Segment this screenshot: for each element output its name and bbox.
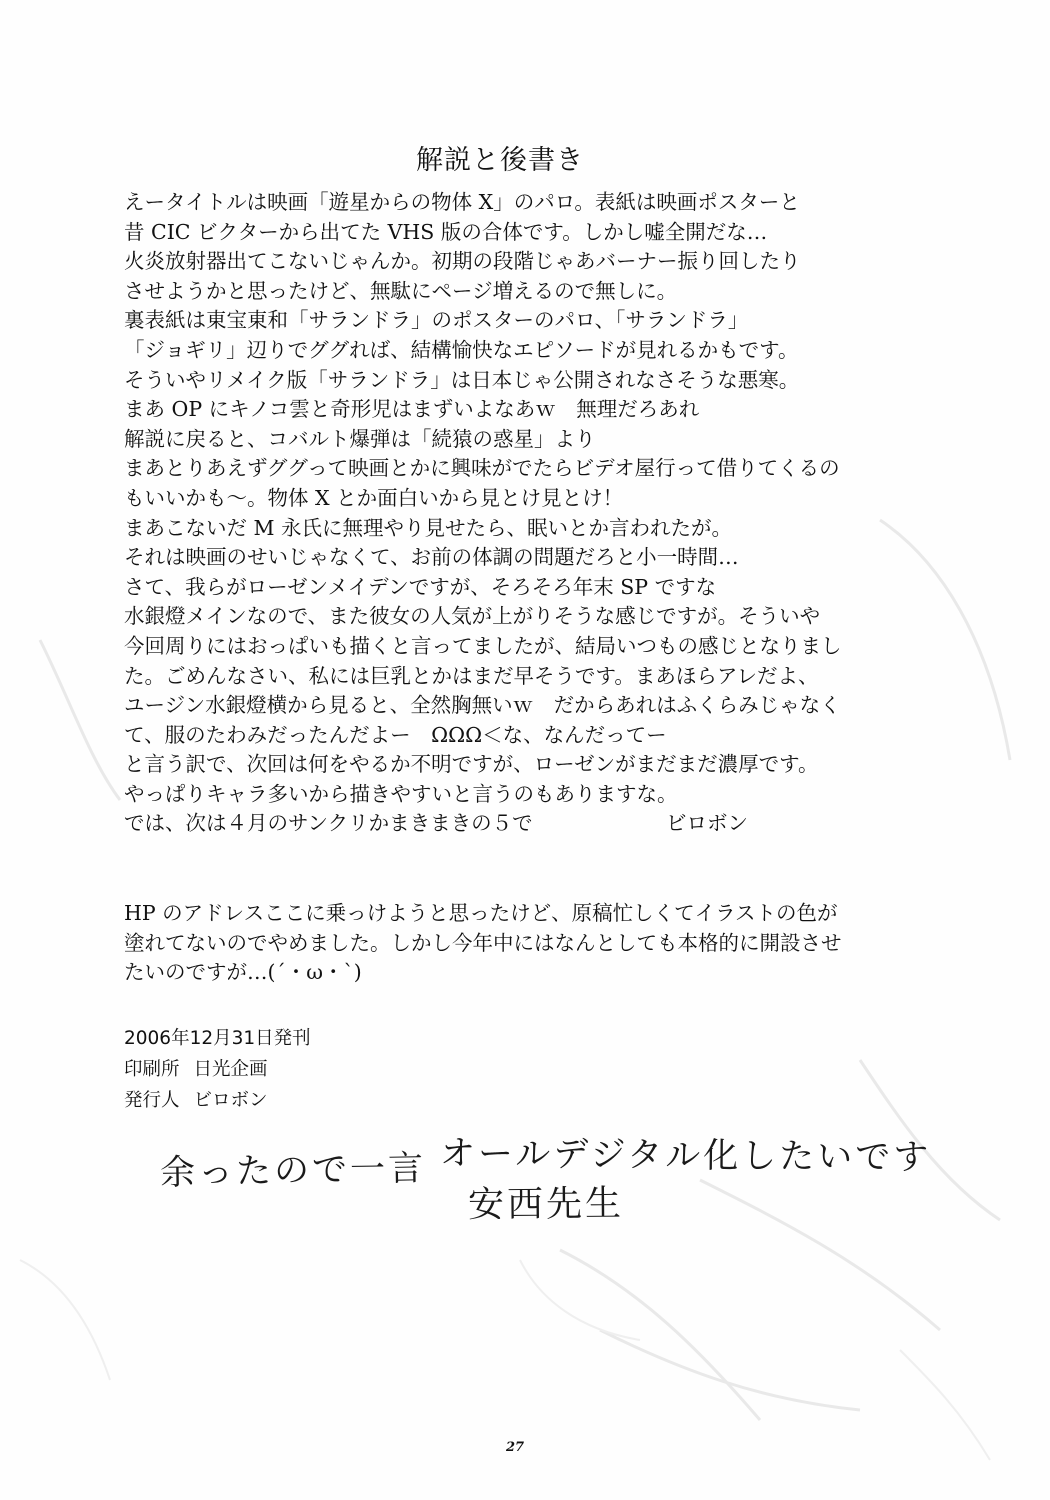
printer-name: 日光企画 <box>193 1059 268 1080</box>
text-line: まあとりあえずググって映画とかに興味がでたらビデオ屋行って借りてくるの <box>124 456 840 481</box>
text-line: ユージン水銀燈横から見ると、全然胸無いｗ だからあれはふくらみじゃなく <box>124 693 841 718</box>
colophon <box>124 1023 311 1116</box>
text-line-with-signature <box>124 809 914 839</box>
text-line: まあこないだ M 永氏に無理やり見せたら、眠いとか言われたが。 <box>124 515 733 540</box>
text-line: 昔 CIC ビクターから出てた VHS 版の合体です。しかし嘘全開だな… <box>124 219 768 244</box>
homepage-note <box>124 898 924 987</box>
publication-date: 2006年12月31日発刊 <box>124 1028 311 1049</box>
handwritten-note-left: 余ったので一言 <box>159 1148 427 1194</box>
handwritten-note-right: オールデジタル化したいです <box>439 1133 932 1179</box>
publisher-label: 発行人 <box>124 1090 180 1111</box>
publisher-name: ビロボン <box>193 1090 268 1111</box>
text-line: それは映画のせいじゃなくて、お前の体調の問題だろと小一時間… <box>124 545 739 570</box>
handwritten-note-right-second-line: 安西先生 <box>467 1183 625 1226</box>
text-line: 今回周りにはおっぱいも描くと言ってましたが、結局いつもの感じとなりまし <box>124 633 842 658</box>
text-line: 「ジョギリ」辺りでググれば、結構愉快なエピソードが見れるかもです。 <box>124 337 799 362</box>
page-title: 解説と後書き <box>416 145 584 176</box>
text-line: たいのですが…(´・ω・`) <box>124 960 362 985</box>
text-line: そういやリメイク版「サランドラ」は日本じゃ公開されなさそうな悪寒。 <box>124 367 800 392</box>
commentary-text <box>124 188 914 839</box>
text-line: 解説に戻ると、コバルト爆弾は「続猿の惑星」より <box>124 426 596 451</box>
text-line: もいいかも～。物体 X とか面白いから見とけ見とけ！ <box>124 485 624 510</box>
text-line: 塗れてないのでやめました。しかし今年中にはなんとしても本格的に開設させ <box>124 930 842 955</box>
text-line: では、次は４月のサンクリかまきまきの５で <box>124 811 533 836</box>
publisher-row <box>124 1085 311 1116</box>
printer-row <box>124 1054 311 1085</box>
text-line: と言う訳で、次回は何をやるか不明ですが、ローゼンがまだまだ濃厚です。 <box>124 752 819 777</box>
text-line: 裏表紙は東宝東和「サランドラ」のポスターのパロ、「サランドラ」 <box>124 308 749 333</box>
text-line: 水銀燈メインなので、また彼女の人気が上がりそうな感じですが。そういや <box>124 604 821 629</box>
text-line: やっぱりキャラ多いから描きやすいと言うのもありますな。 <box>124 781 678 806</box>
text-line: えータイトルは映画「遊星からの物体 X」のパロ。表紙は映画ポスターと <box>124 190 800 214</box>
printer-label: 印刷所 <box>124 1059 180 1080</box>
text-line: 火炎放射器出てこないじゃんか。初期の段階じゃあバーナー振り回したり <box>124 249 801 274</box>
page-number: 27 <box>505 1440 525 1455</box>
text-line: た。ごめんなさい、私には巨乳とかはまだ早そうです。まあほらアレだよ、 <box>124 663 819 688</box>
text-line: させようかと思ったけど、無駄にページ増えるので無しに。 <box>124 278 678 303</box>
text-line: て、服のたわみだったんだよー ΩΩΩ＜な、なんだってー <box>124 722 667 747</box>
author-signature: ビロボン <box>666 811 748 836</box>
text-line: さて、我らがローゼンメイデンですが、そろそろ年末 SP ですな <box>124 574 717 599</box>
text-line: HP のアドレスここに乗っけようと思ったけど、原稿忙しくてイラストの色が <box>124 901 838 925</box>
text-line: まあ OP にキノコ雲と奇形児はまずいよなあｗ 無理だろあれ <box>124 397 700 422</box>
